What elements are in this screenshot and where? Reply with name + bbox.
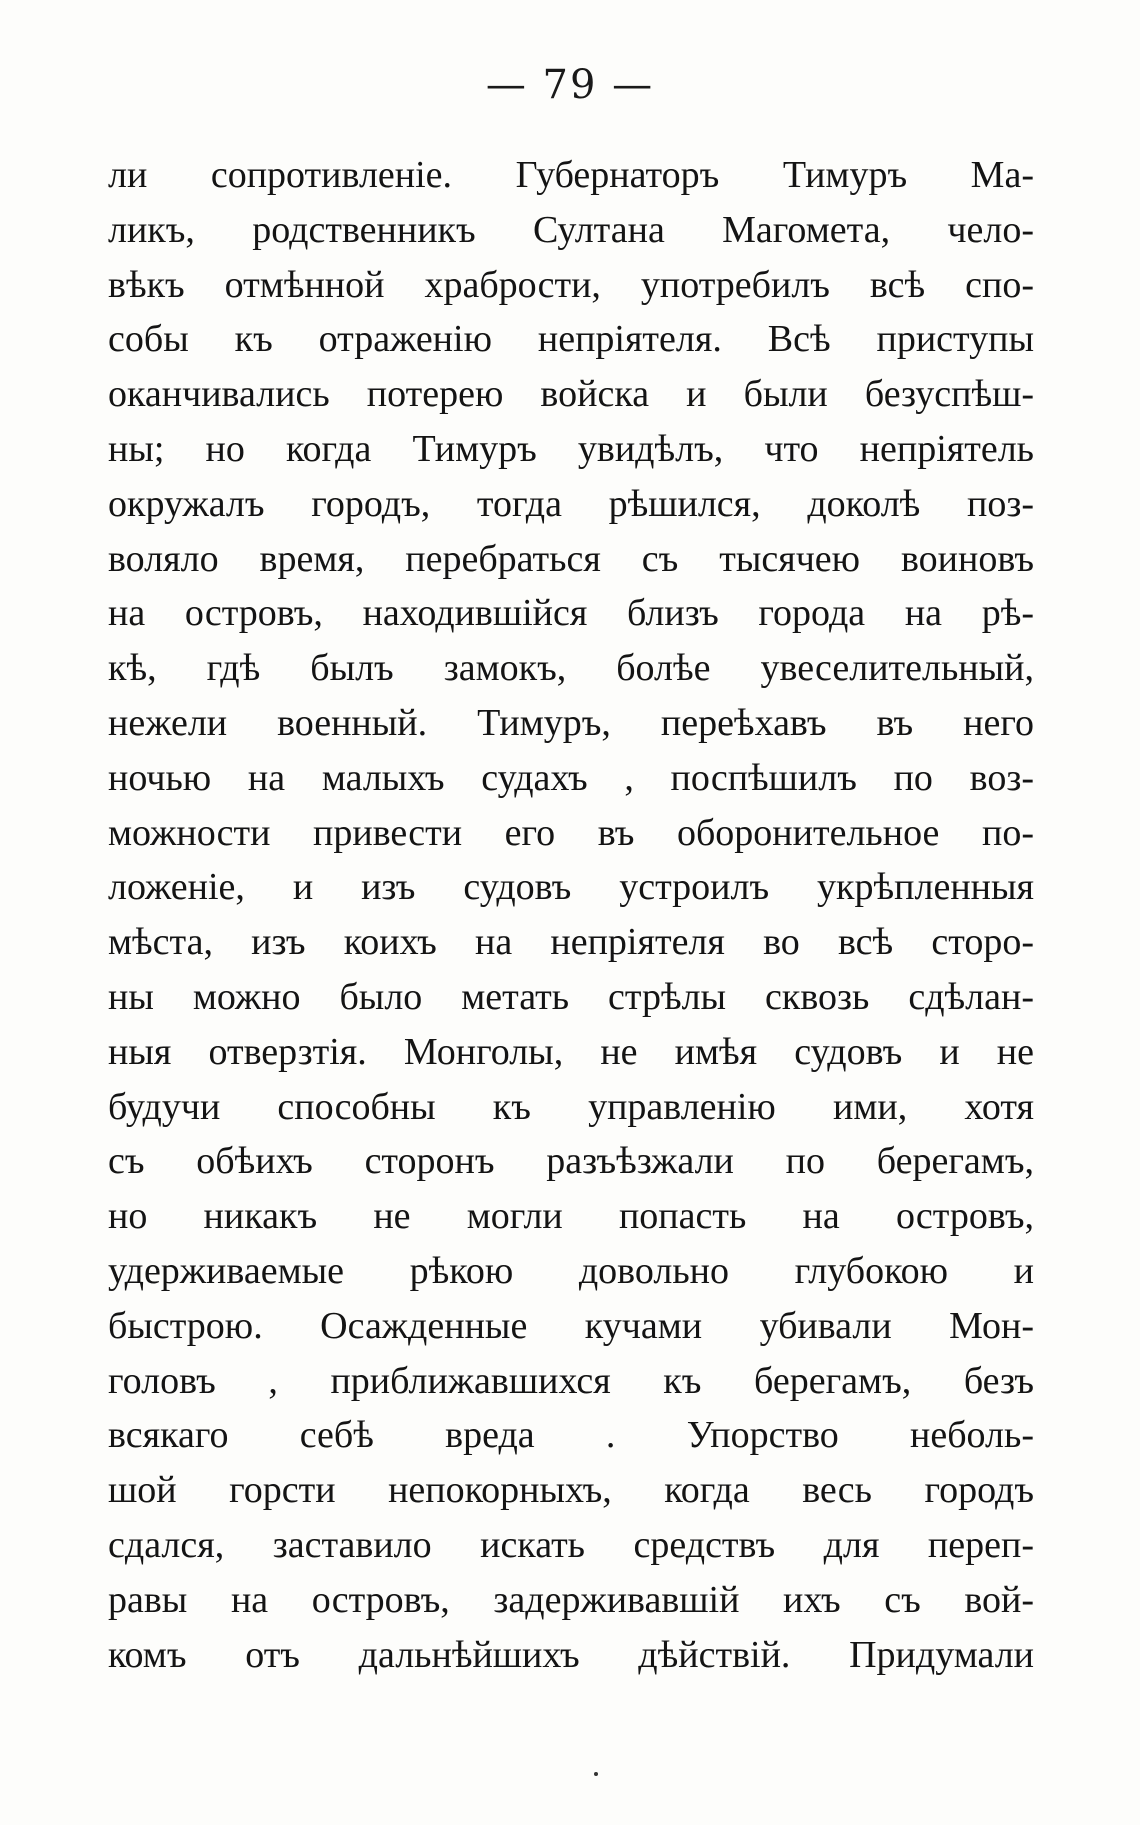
page-number: — 79 — [485,62,655,108]
text-line: быстрою. Осажденные кучами убивали Мон- [108,1304,1034,1347]
text-line: вѣкъ отмѣнной храбрости, употребилъ всѣ спо- [108,263,1034,306]
text-line: собы къ отраженію непріятеля. Всѣ приступы [108,318,1034,361]
text-line: всякаго себѣ вреда . Упорство неболь- [108,1414,1034,1457]
text-line: сдался, заставило искать средствъ для переп- [108,1523,1034,1566]
text-line: ночью на малыхъ судахъ , поспѣшилъ по воз- [108,756,1034,799]
text-line: нежели военный. Тимуръ, переѣхавъ въ него [108,701,1034,744]
text-line: воляло время, перебраться съ тысячею воиновъ [108,537,1034,580]
text-line: равы на островъ, задерживавшій ихъ съ вой- [108,1578,1034,1621]
text-line: съ обѣихъ сторонъ разъѣзжали по берегамъ, [108,1140,1034,1183]
text-line: шой горсти непокорныхъ, когда весь городъ [108,1469,1034,1512]
text-line: кѣ, гдѣ былъ замокъ, болѣе увеселительный, [108,647,1034,690]
text-line: ликъ, родственникъ Султана Магомета, чело- [108,208,1034,251]
text-line: оканчивались потерею войска и были безуспѣш- [108,373,1034,416]
text-line: ныя отверзтія. Монголы, не имѣя судовъ и не [108,1030,1034,1073]
text-line: комъ отъ дальнѣйшихъ дѣйствій. Придумали [108,1633,1034,1676]
text-line: будучи способны къ управленію ими, хотя [108,1085,1034,1128]
text-line: окружалъ городъ, тогда рѣшился, доколѣ поз- [108,482,1034,525]
ink-speck [594,1772,598,1776]
text-line: мѣста, изъ коихъ на непріятеля во всѣ сторо- [108,921,1034,964]
text-line: удерживаемые рѣкою довольно глубокою и [108,1249,1034,1292]
body-text [108,148,1034,1682]
text-line: ложеніе, и изъ судовъ устроилъ укрѣпленныя [108,866,1034,909]
text-line: на островъ, находившійся близъ города на рѣ- [108,592,1034,635]
text-line: головъ , приближавшихся къ берегамъ, безъ [108,1359,1034,1402]
text-line: ны; но когда Тимуръ увидѣлъ, что непріятель [108,427,1034,470]
text-line: но никакъ не могли попасть на островъ, [108,1195,1034,1238]
text-line: ны можно было метать стрѣлы сквозь сдѣлан- [108,975,1034,1018]
text-line: можности привести его въ оборонительное по- [108,811,1034,854]
text-line: ли сопротивленіе. Губернаторъ Тимуръ Ма- [108,154,1034,196]
